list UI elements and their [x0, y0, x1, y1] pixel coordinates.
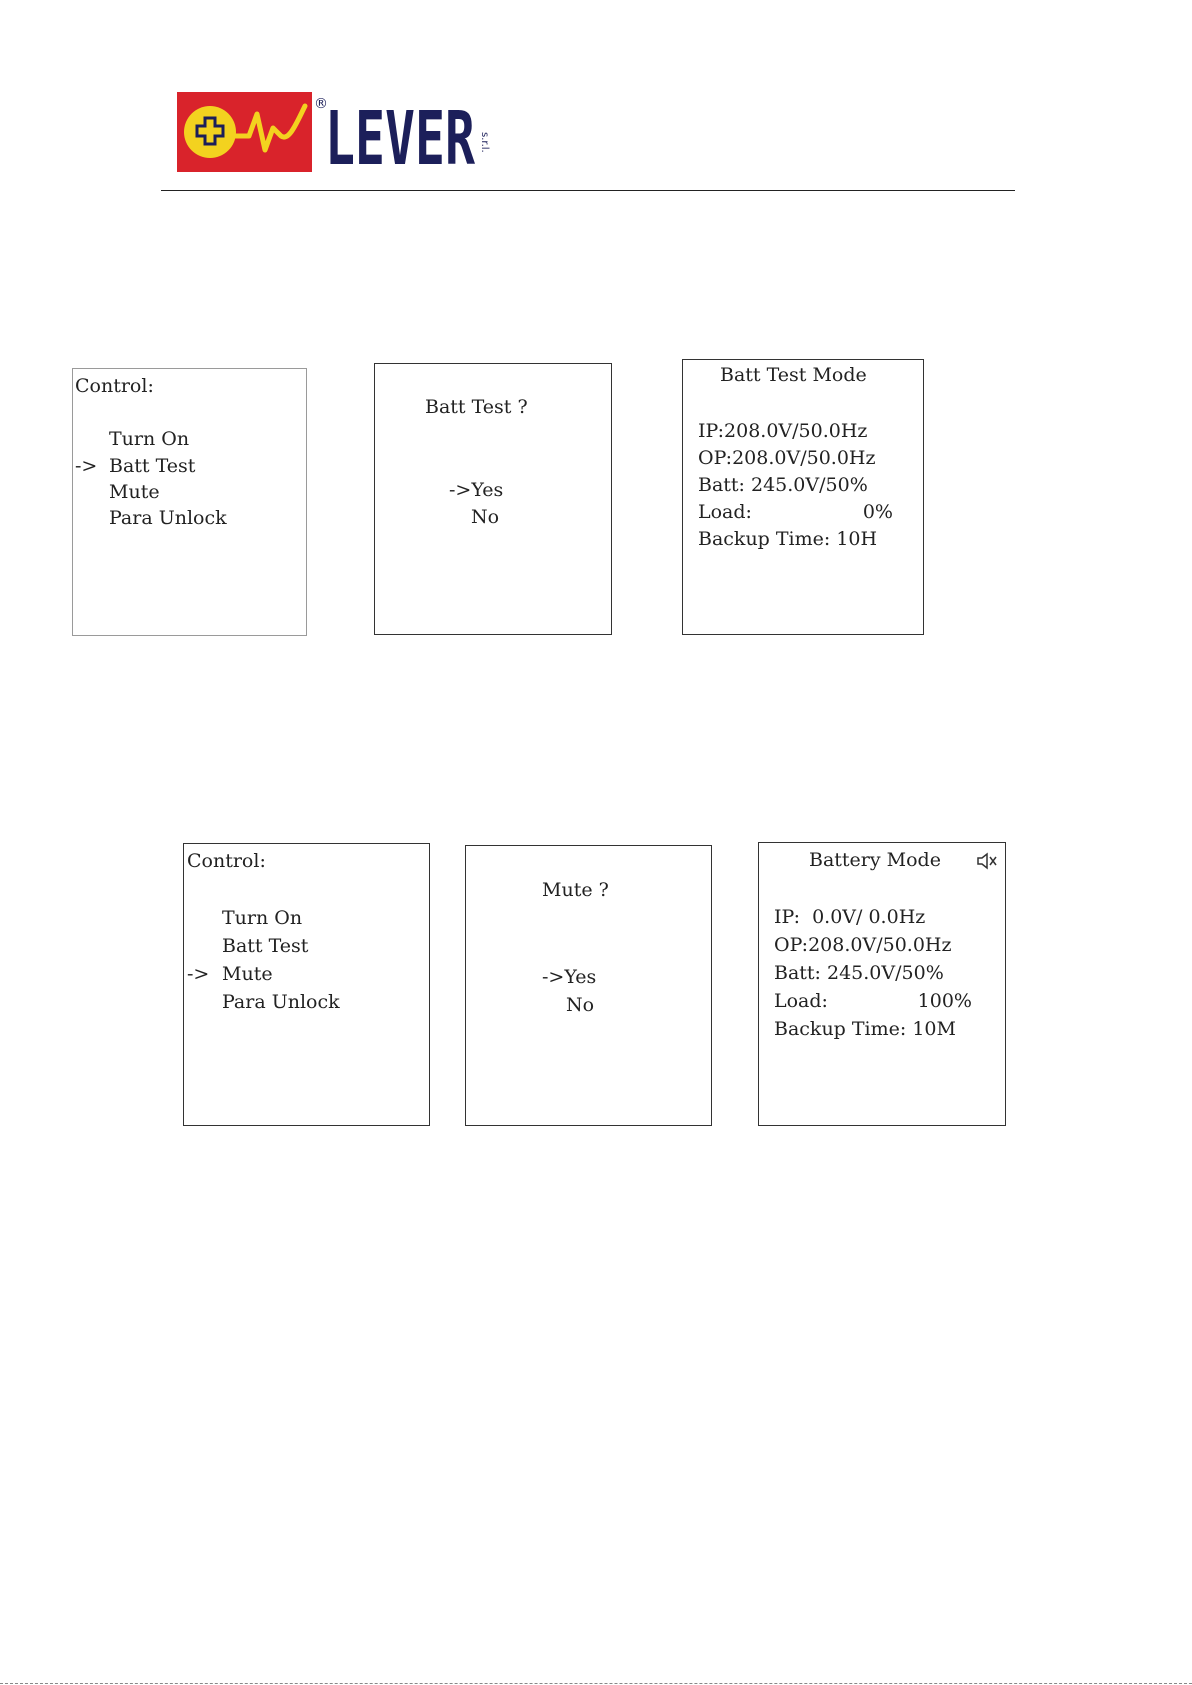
logo-suffix-text: s.r.l. [479, 132, 490, 153]
menu-item-mute[interactable]: Mute [222, 963, 273, 985]
battery-reading: Batt: 245.0V/50% [698, 474, 868, 496]
speaker-muted-icon [977, 852, 999, 870]
backup-time-reading: Backup Time: 10H [698, 528, 878, 550]
output-reading: OP:208.0V/50.0Hz [774, 934, 952, 956]
confirm-no-option[interactable]: No [471, 506, 500, 528]
batt-test-mode-screen [682, 359, 924, 635]
registered-mark: ® [314, 96, 328, 112]
confirm-question: Batt Test ? [425, 396, 528, 418]
lever-logo [177, 92, 490, 172]
battery-mode-screen [758, 842, 1006, 1126]
menu-item-mute[interactable]: Mute [109, 481, 160, 503]
menu-pointer: -> [75, 455, 98, 477]
confirm-yes-option[interactable]: ->Yes [449, 479, 504, 501]
batt-test-confirm-screen [374, 363, 612, 635]
load-value: 0% [862, 501, 893, 523]
menu-item-para-unlock[interactable]: Para Unlock [222, 991, 340, 1013]
header-rule [161, 190, 1015, 191]
confirm-yes-option[interactable]: ->Yes [542, 966, 597, 988]
menu-item-batt-test[interactable]: Batt Test [222, 935, 309, 957]
confirm-question: Mute ? [542, 879, 609, 901]
menu-item-para-unlock[interactable]: Para Unlock [109, 507, 227, 529]
input-reading: IP:208.0V/50.0Hz [698, 420, 868, 442]
page-bottom-rule [0, 1683, 1192, 1684]
control-title: Control: [75, 375, 154, 397]
menu-pointer: -> [187, 963, 210, 985]
load-label: Load: [774, 990, 828, 1012]
input-reading: IP: 0.0V/ 0.0Hz [774, 906, 926, 928]
control-title: Control: [187, 850, 266, 872]
confirm-no-option[interactable]: No [566, 994, 595, 1016]
status-title: Batt Test Mode [720, 364, 867, 386]
menu-item-turn-on[interactable]: Turn On [109, 428, 190, 450]
backup-time-reading: Backup Time: 10M [774, 1018, 956, 1040]
status-title: Battery Mode [809, 849, 941, 871]
load-label: Load: [698, 501, 752, 523]
battery-reading: Batt: 245.0V/50% [774, 962, 944, 984]
menu-item-batt-test[interactable]: Batt Test [109, 455, 196, 477]
logo-brand-text: LEVER [325, 96, 476, 172]
menu-item-turn-on[interactable]: Turn On [222, 907, 303, 929]
load-value: 100% [917, 990, 972, 1012]
control-menu-screen [72, 368, 307, 636]
output-reading: OP:208.0V/50.0Hz [698, 447, 876, 469]
mute-confirm-screen [465, 845, 712, 1126]
control-menu-screen [183, 843, 430, 1126]
